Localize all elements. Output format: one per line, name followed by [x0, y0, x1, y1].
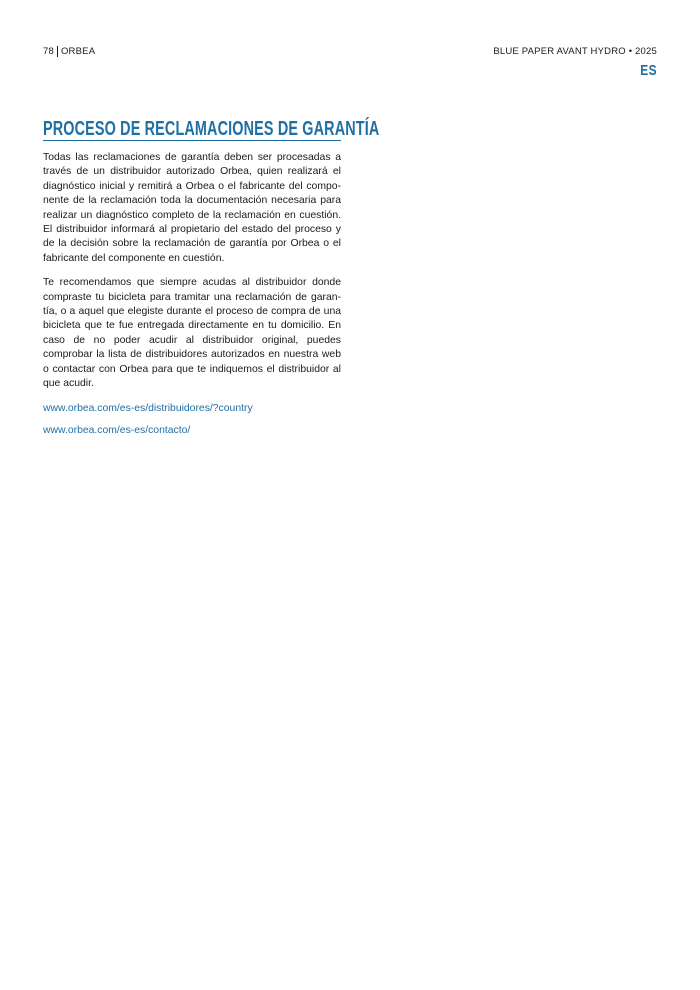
page-header-left [43, 46, 95, 57]
page-number: 78 [43, 46, 54, 57]
language-badge: ES [640, 62, 657, 79]
brand-name: ORBEA [60, 46, 96, 57]
contact-link[interactable]: www.orbea.com/es-es/contacto/ [43, 424, 191, 436]
document-title: BLUE PAPER AVANT HYDRO • 2025 [493, 46, 657, 57]
header-divider [57, 46, 58, 57]
section-title: PROCESO DE RECLAMACIONES DE GARANTÍA [43, 118, 380, 140]
paragraph-2: Te recomendamos que siempre acudas al distribuidor donde compraste tu bicicleta para tramitar una reclamación de garantía, o a aquel que elegiste durante el proceso de compra de una bicicleta que te fue entregada directamente en tu domicilio. En caso de no poder acudir al distribuidor original, puedes comprobar la lista de distribuidores autorizados en nuestra web o contactar con Orbea para que te indiquemos el distribuidor al que acudir. [43, 277, 341, 390]
warranty-section [43, 118, 380, 446]
distributors-link[interactable]: www.orbea.com/es-es/distribuidores/?country [43, 402, 253, 414]
paragraph-1: Todas las reclamaciones de garantía deben ser procesadas a través de un distribuidor autorizado Orbea, quien realizará el diagnóstico inicial y remitirá a Orbea o el fabricante del componente de la reclamación toda la documentación necesaria para realizar un diagnóstico completo de la reclamación en cuestión. El distribuidor informará al propietario del estado del proceso y de la decisión sobre la reclamación de garantía por Orbea o el fabricante del componente en cuestión. [43, 152, 341, 264]
title-underline [43, 140, 341, 141]
